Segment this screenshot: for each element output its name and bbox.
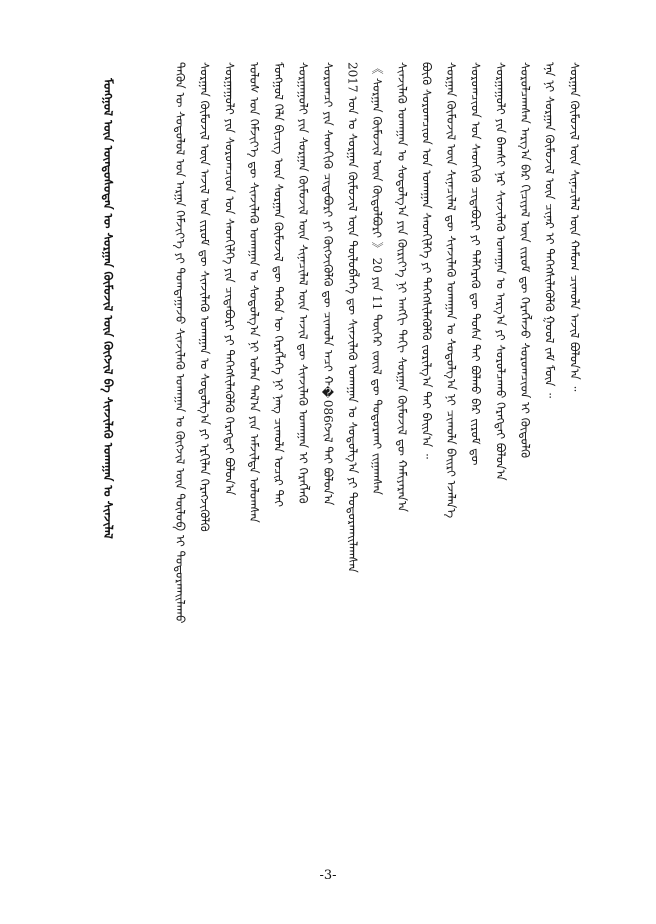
text-column: ᠡᠨᠡ ᠨᠢ ᠰᠤᠷᠭᠠᠨ ᠬᠦᠮᠦᠵᠢᠯ ᠦᠨ ᠴᠢᠨᠠᠷ ᠢ ᠳᠡᠭᠡᠭᠰᠢᠯᠡᠭᠦᠯᠬᠦ ᠭᠣᠣᠯ ᠵᠠᠮ ᠮᠥᠨ ᠃ (542, 62, 557, 399)
text-column: ᠮᠣᠩᠭᠣᠯ ᠬᠡᠯᠡ ᠪᠢᠴᠢᠭ ᠦᠨ ᠰᠤᠷᠭᠠᠨ ᠬᠦᠮᠦᠵᠢᠯ ᠳᠦ ᠲᠡᠭᠦᠨ ᠦ ᠬᠡᠷᠡᠭᠯᠡᠭᠡ ᠨᠢ ᠨᠡᠩ ᠴᠢᠬᠤᠯᠠ ᠤᠴᠢᠷ ᠲᠠᠢ (271, 62, 286, 508)
page-number: -3- (319, 868, 337, 883)
text-column: 2017 ᠣᠨ ᠤ ᠰᠤᠷᠭᠠᠨ ᠬᠦᠮᠦᠵᠢᠯ ᠦᠨ ᠲᠥᠯᠥᠪᠯᠡᠭᠡ ᠳᠦ ᠰᠢᠨᠵᠢᠯᠡᠬᠦ ᠤᠬᠠᠭᠠᠨ ᠤ ᠰᠤᠳᠤᠯᠭ᠎ᠠ ᠶᠢ ᠲᠣᠳᠣᠷᠬᠠᠢᠯᠠᠭᠰᠠᠨ (345, 62, 360, 573)
text-column: ᠰᠢᠨᠵᠢᠯᠡᠬᠦ ᠤᠬᠠᠭᠠᠨ ᠤ ᠰᠤᠳᠤᠯᠭ᠎ᠠ ᠶᠢᠨ ᠬᠦᠷᠢᠶ᠎ᠡ ᠨᠢ ᠠᠩᠭᠢ ᠳᠠᠬᠢ ᠰᠤᠷᠭᠠᠨ ᠬᠦᠮᠦᠵᠢᠯ ᠳᠦ ᠬᠠᠮᠢᠶᠠᠷᠠᠨ᠎ᠠ (394, 62, 409, 513)
text-column: ᠰᠤᠷᠭᠠᠨ ᠬᠦᠮᠦᠵᠢᠯ ᠦᠨ ᠠᠵᠢᠯ ᠤᠨ ᠵᠢᠷᠤᠮ ᠳᠦ ᠰᠢᠨᠵᠢᠯᠡᠬᠦ ᠤᠬᠠᠭᠠᠨ ᠤ ᠰᠤᠳᠤᠯᠭ᠎ᠠ ᠶᠢ ᠡᠷᠬᠢᠯᠡᠨ ᠬᠡᠷᠡᠭᠵᠢᠭᠦᠯᠬᠦ (197, 62, 212, 532)
text-column: ᠰᠤᠷᠭᠠᠨ ᠬᠦᠮᠦᠵᠢᠯ ᠦᠨ ᠰᠢᠨᠡᠴᠢᠯᠡᠯ ᠦᠨ ᠬᠠᠮᠤᠭ ᠴᠢᠬᠤᠯᠠ ᠠᠵᠢᠯ ᠪᠣᠯᠤᠨ᠎ᠠ ᠃ (567, 62, 582, 392)
text-column: ᠰᠤᠷᠭᠠᠭᠤᠯᠢ ᠶᠢᠨ ᠰᠤᠷᠭᠠᠨ ᠬᠦᠮᠦᠵᠢᠯ ᠦᠨ ᠰᠢᠨᠡᠴᠢᠯᠡᠯ ᠦᠨ ᠠᠵᠢᠯ ᠳᠦ ᠰᠢᠨᠵᠢᠯᠡᠬᠦ ᠤᠬᠠᠭᠠᠨ ᠢ ᠬᠡᠷᠡᠭᠯᠡᠬᠦ (296, 62, 311, 504)
running-header: ᠮᠣᠩᠭᠣᠯ ᠦᠨ ᠦᠨᠳᠦᠰᠦᠲᠡᠨ ᠦ ᠰᠤᠷᠭᠠᠨ ᠬᠦᠮᠦᠵᠢᠯ ᠦᠨ ᠬᠥᠭᠵᠢᠯ ᠪᠠ ᠰᠢᠨᠵᠢᠯᠡᠬᠦ ᠤᠬᠠᠭᠠᠨ ᠤ ᠰᠢᠨᠵᠢᠯᠡᠯ (101, 78, 115, 539)
text-column: ᠰᠤᠷᠭᠠᠭᠤᠯᠢ ᠶᠢᠨ ᠪᠠᠭᠰᠢ ᠨᠠᠷ ᠰᠢᠨᠵᠢᠯᠡᠬᠦ ᠤᠬᠠᠭᠠᠨ ᠤ ᠠᠷᠭ᠎ᠠ ᠶᠢ ᠰᠤᠷᠤᠯᠴᠠᠬᠤ ᠬᠡᠷᠡᠭᠲᠡᠢ ᠪᠣᠯᠤᠨ᠎ᠠ (493, 62, 508, 481)
text-column: ᠰᠤᠷᠭᠠᠭᠤᠯᠢ ᠶᠢᠨ ᠰᠤᠷᠤᠭᠴᠢᠳ ᠤᠨ ᠰᠡᠳᠬᠢᠯᠭᠡ ᠶᠢᠨ ᠴᠢᠳᠠᠪᠤᠷᠢ ᠶᠢ ᠳᠡᠭᠡᠭᠰᠢᠯᠡᠭᠦᠯᠬᠦ ᠬᠡᠷᠡᠭᠲᠡᠢ ᠪᠣᠯᠤᠨ᠎ᠠ (222, 62, 237, 496)
text-column: ᠰᠤᠷᠤᠯᠴᠠᠭᠰᠠᠨ ᠠᠷᠭ᠎ᠠ ᠪᠠᠷ ᠬᠢᠴᠢᠶᠡᠯ ᠦᠨ ᠵᠢᠷᠤᠮ ᠳᠦ ᠬᠡᠷᠡᠭᠯᠡᠵᠦ ᠰᠤᠷᠤᠭᠴᠢᠳ ᠢ ᠬᠥᠲᠦᠯᠬᠦ (517, 62, 532, 459)
text-column: ᠤᠯᠤᠰ ᠤᠨ ᠬᠡᠮᠵᠢᠶ᠎ᠡ ᠳᠦ ᠰᠢᠨᠵᠢᠯᠡᠬᠦ ᠤᠬᠠᠭᠠᠨ ᠤ ᠰᠤᠳᠤᠯᠭ᠎ᠠ ᠨᠢ ᠣᠯᠠᠨ ᠲᠠᠯ᠎ᠠ ᠶᠢᠨ ᠠᠮᠵᠢᠯᠲᠠ ᠣᠯᠤᠭᠰᠠᠨ (246, 62, 261, 523)
text-column: ᠰᠤᠷᠤᠭᠴᠢ ᠶᠢᠨ ᠰᠡᠳᠬᠢᠬᠦ ᠴᠢᠳᠠᠪᠤᠷᠢ ᠶᠢ ᠬᠥᠭᠵᠢᠭᠦᠯᠬᠦ ᠳᠦ ᠴᠢᠬᠤᠯᠠ ᠠᠴᠢ ᠬ�086ᠭᠵᠢᠯ ᠲᠠᠢ ᠪᠣᠯᠤᠨ᠎ᠠ (320, 62, 335, 506)
text-column: ᠪᠦᠬᠦ ᠰᠤᠷᠤᠭᠴᠢᠳ ᠤᠨ ᠤᠬᠠᠭᠠᠨ ᠰᠡᠳᠬᠢᠯᠭᠡ ᠶᠢ ᠳᠡᠭᠡᠭᠰᠢᠯᠡᠭᠦᠯᠬᠦ ᠵᠣᠷᠢᠯᠭ᠎ᠠ ᠲᠠᠢ ᠪᠠᠢᠨ᠎ᠠ ᠃ (419, 62, 434, 459)
body-text (168, 62, 584, 852)
text-column: ᠲᠡᠭᠦᠨ ᠦ ᠰᠤᠳᠤᠯᠤᠯ ᠤᠨ ᠠᠷᠭᠠ ᠬᠡᠮᠵᠢᠶ᠎ᠡ ᠶᠢ ᠲᠣᠭᠲᠠᠭᠠᠵᠤ ᠰᠢᠨᠵᠢᠯᠡᠬᠦ ᠤᠬᠠᠭᠠᠨ ᠤ ᠬᠥᠭᠵᠢᠯ ᠦᠨ ᠲᠦᠯᠦᠪ ᠢ ᠲᠣᠳᠣᠷᠬᠠᠢᠯᠠᠬᠤ (173, 62, 187, 624)
text-column: 《 ᠰᠤᠷᠭᠠᠨ ᠬᠦᠮᠦᠵᠢᠯ ᠦᠨ ᠬᠥᠲᠦᠯᠪᠦᠷᠢ 》 20 ᠶᠢᠨ 11 ᠳᠦᠭᠡᠷ ᠵᠦᠢᠯ ᠳᠦ ᠲᠣᠳᠣᠷᠬᠠᠢ ᠵᠢᠭᠠᠭᠰᠠᠨ (370, 62, 385, 495)
text-column: ᠰᠤᠷᠭᠠᠨ ᠬᠦᠮᠦᠵᠢᠯ ᠦᠨ ᠰᠢᠨᠡᠴᠢᠯᠡᠯ ᠳᠦ ᠰᠢᠨᠵᠢᠯᠡᠬᠦ ᠤᠬᠠᠭᠠᠨ ᠤ ᠰᠤᠳᠤᠯᠭ᠎ᠠ ᠨᠢ ᠴᠢᠬᠤᠯᠠ ᠪᠠᠢᠷᠢ ᠡᠵᠡᠯᠡᠨ᠎ᠡ (444, 62, 459, 519)
text-column: ᠰᠤᠷᠤᠭᠴᠢᠳ ᠤᠨ ᠰᠡᠳᠬᠢᠬᠦ ᠴᠢᠳᠠᠪᠤᠷᠢ ᠶᠢ ᠲᠡᠯᠭᠡᠷᠡᠬᠦ ᠳᠦ ᠲᠤᠰᠠ ᠲᠠᠢ ᠪᠣᠯᠬᠤ ᠪᠠᠷ ᠵᠢᠷᠤᠮ ᠳᠦ (468, 62, 483, 466)
